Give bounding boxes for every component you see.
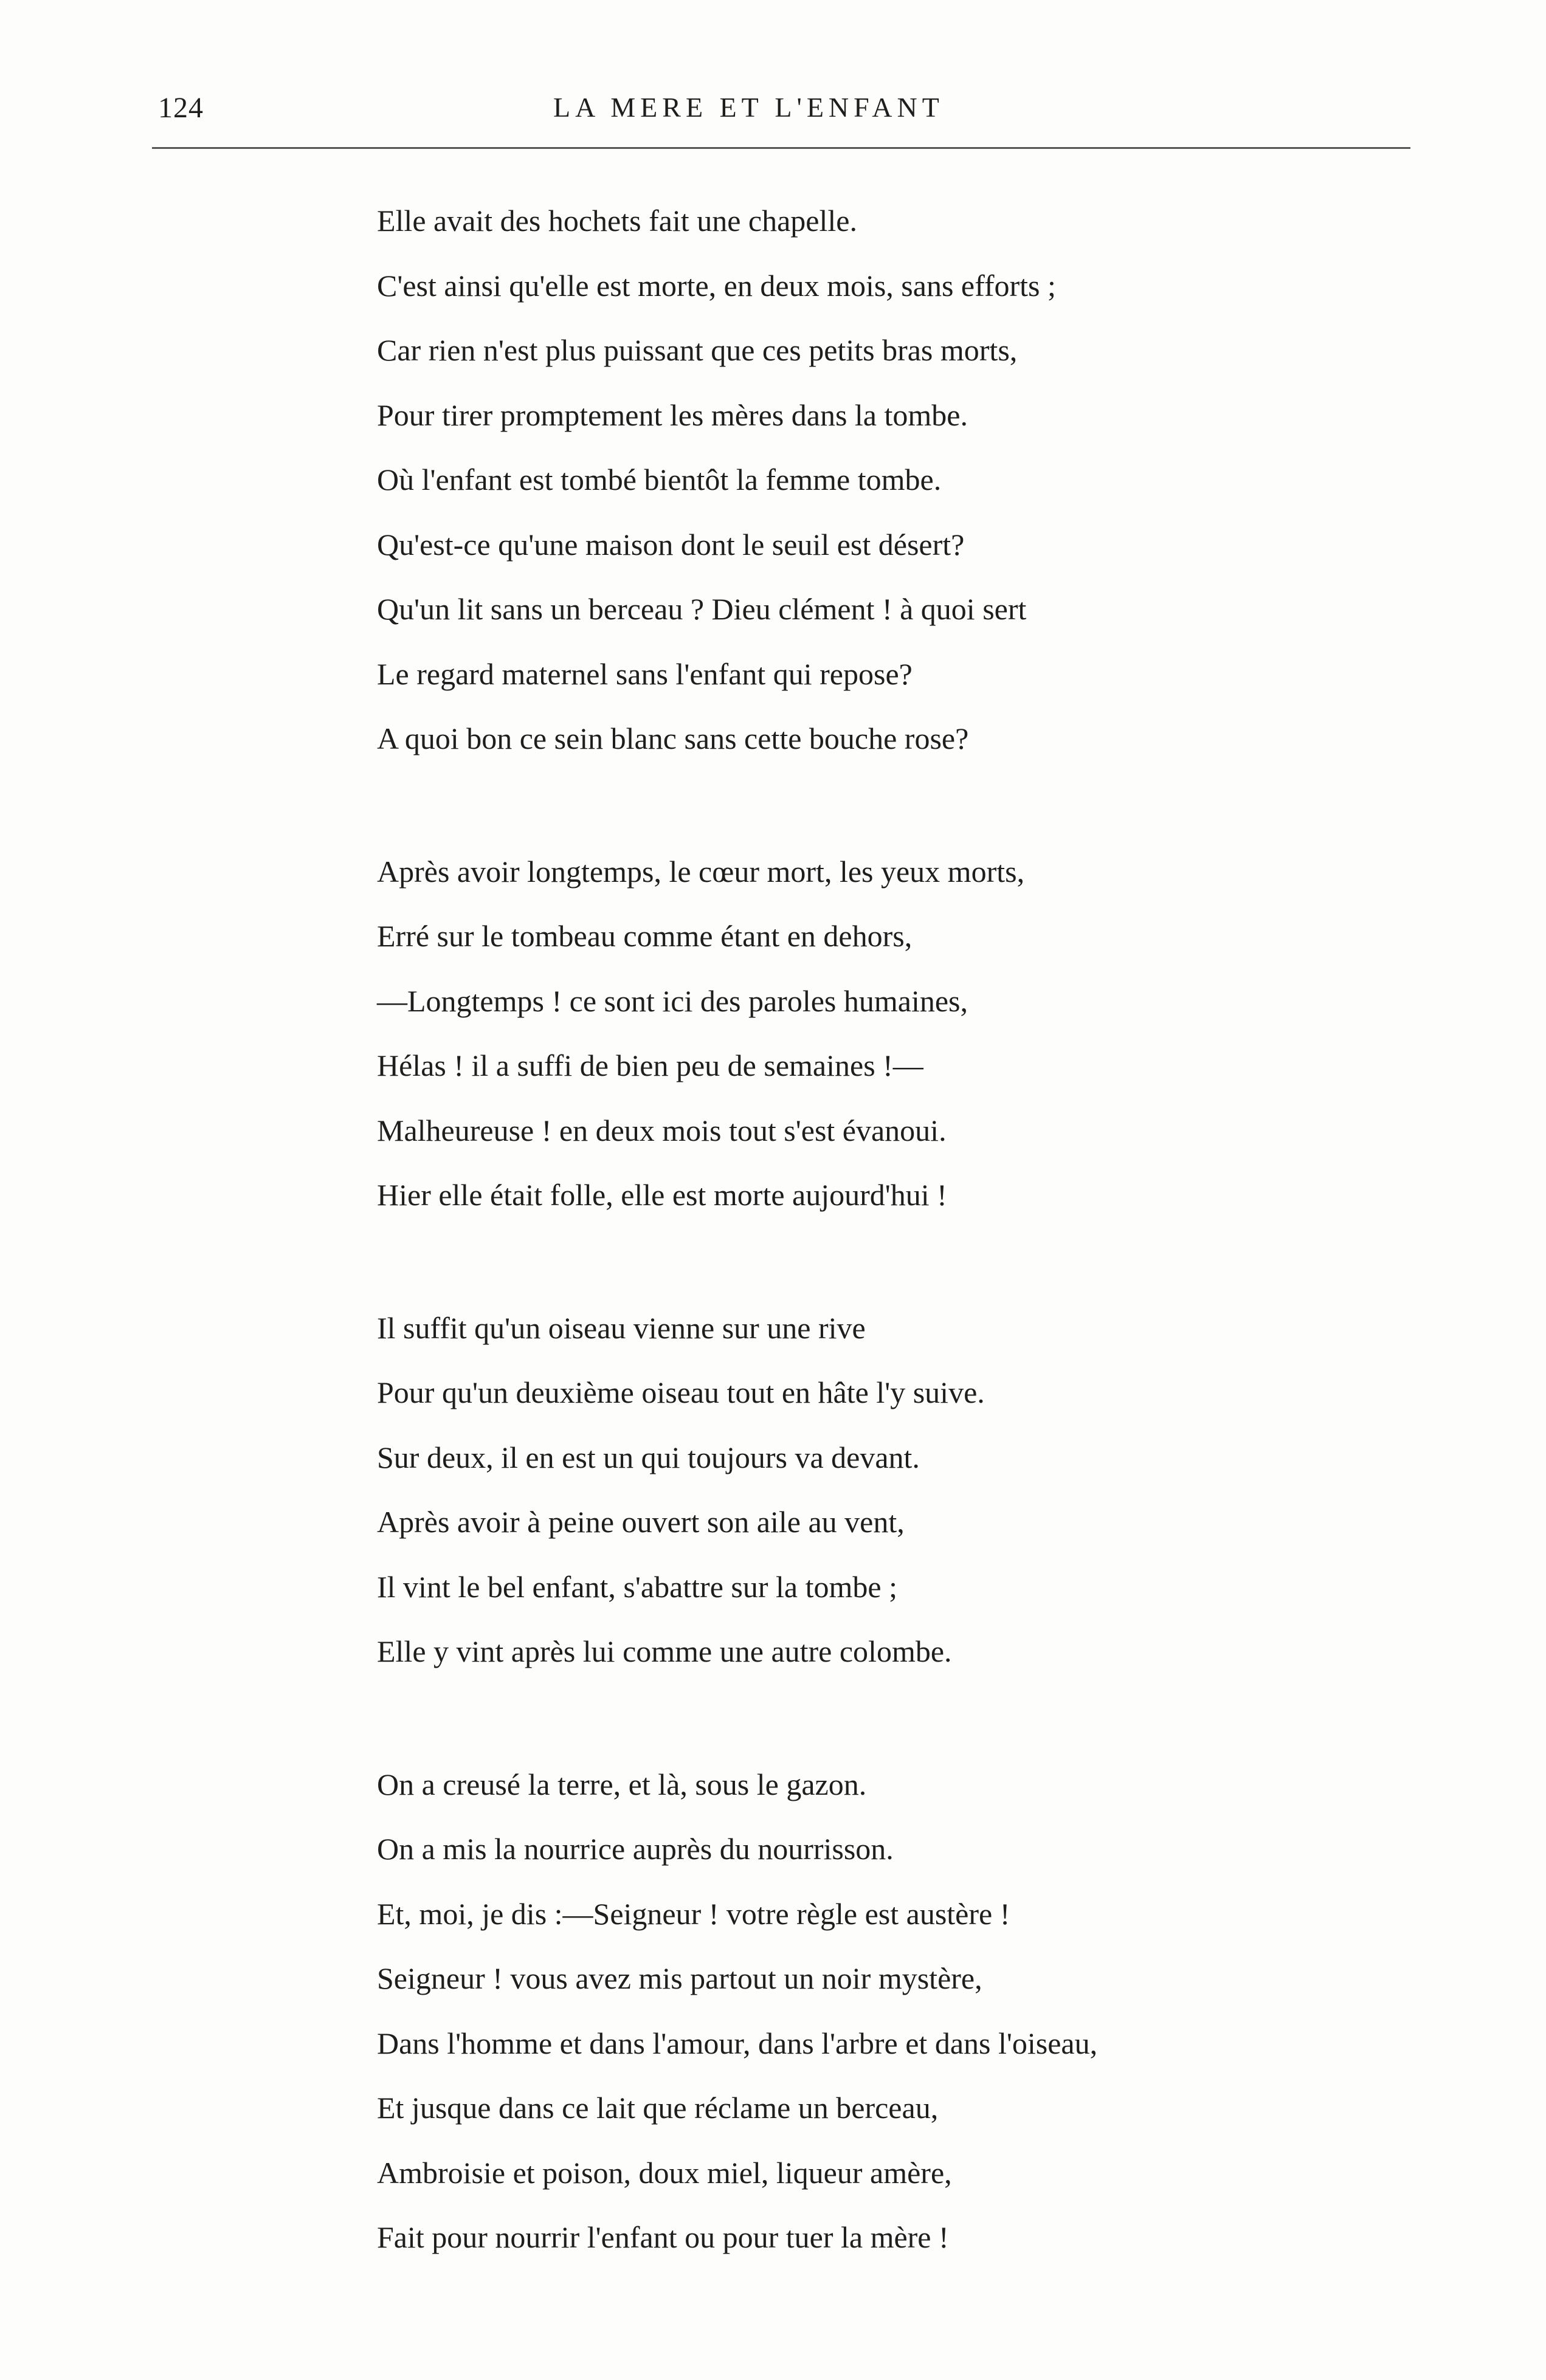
poem-body — [377, 188, 1410, 2270]
verse-line: Il suffit qu'un oiseau vienne sur une rive — [377, 1310, 866, 1345]
stanza-1 — [377, 188, 1410, 771]
page-number: 124 — [158, 92, 204, 124]
verse-line: Et jusque dans ce lait que réclame un berceau, — [377, 2091, 939, 2125]
running-title: LA MERE ET L'ENFANT — [553, 92, 944, 123]
verse-line: Hélas ! il a suffi de bien peu de semaines !— — [377, 1048, 923, 1082]
verse-line: Pour tirer promptement les mères dans la tombe. — [377, 397, 968, 432]
stanza-2 — [377, 839, 1410, 1228]
verse-line: On a creusé la terre, et là, sous le gazon. — [377, 1767, 867, 1801]
page-header — [152, 85, 1417, 140]
verse-line: Fait pour nourrir l'enfant ou pour tuer la mère ! — [377, 2220, 949, 2254]
verse-line: A quoi bon ce sein blanc sans cette bouche rose? — [377, 721, 969, 755]
verse-line: Il vint le bel enfant, s'abattre sur la tombe ; — [377, 1569, 897, 1604]
verse-line: Car rien n'est plus puissant que ces petits bras morts, — [377, 333, 1018, 367]
verse-line: Erré sur le tombeau comme étant en dehors, — [377, 919, 913, 953]
verse-line: Où l'enfant est tombé bientôt la femme tombe. — [377, 463, 942, 497]
verse-line: Après avoir à peine ouvert son aile au vent, — [377, 1505, 905, 1539]
verse-line: Et, moi, je dis :—Seigneur ! votre règle est austère ! — [377, 1896, 1010, 1931]
verse-line: Elle y vint après lui comme une autre colombe. — [377, 1634, 952, 1668]
verse-line: Seigneur ! vous avez mis partout un noir mystère, — [377, 1961, 982, 1995]
verse-line: Après avoir longtemps, le cœur mort, les yeux morts, — [377, 854, 1025, 889]
verse-line: Elle avait des hochets fait une chapelle. — [377, 204, 857, 238]
stanza-3 — [377, 1296, 1410, 1684]
verse-line: On a mis la nourrice auprès du nourrisson. — [377, 1832, 894, 1866]
verse-line: Pour qu'un deuxième oiseau tout en hâte l'y suive. — [377, 1375, 985, 1409]
verse-line: Ambroisie et poison, doux miel, liqueur amère, — [377, 2155, 952, 2190]
verse-line: Hier elle était folle, elle est morte aujourd'hui ! — [377, 1178, 947, 1212]
verse-line: Qu'un lit sans un berceau ? Dieu clément ! à quoi sert — [377, 592, 1027, 626]
verse-line: Qu'est-ce qu'une maison dont le seuil est désert? — [377, 527, 965, 562]
verse-line: Sur deux, il en est un qui toujours va devant. — [377, 1440, 920, 1474]
verse-line: C'est ainsi qu'elle est morte, en deux mois, sans efforts ; — [377, 268, 1056, 303]
verse-line: —Longtemps ! ce sont ici des paroles humaines, — [377, 983, 968, 1018]
stanza-4 — [377, 1752, 1410, 2270]
verse-line: Le regard maternel sans l'enfant qui repose? — [377, 656, 913, 691]
header-rule — [152, 147, 1410, 149]
verse-line: Malheureuse ! en deux mois tout s'est évanoui. — [377, 1113, 947, 1147]
verse-line: Dans l'homme et dans l'amour, dans l'arbre et dans l'oiseau, — [377, 2026, 1098, 2060]
